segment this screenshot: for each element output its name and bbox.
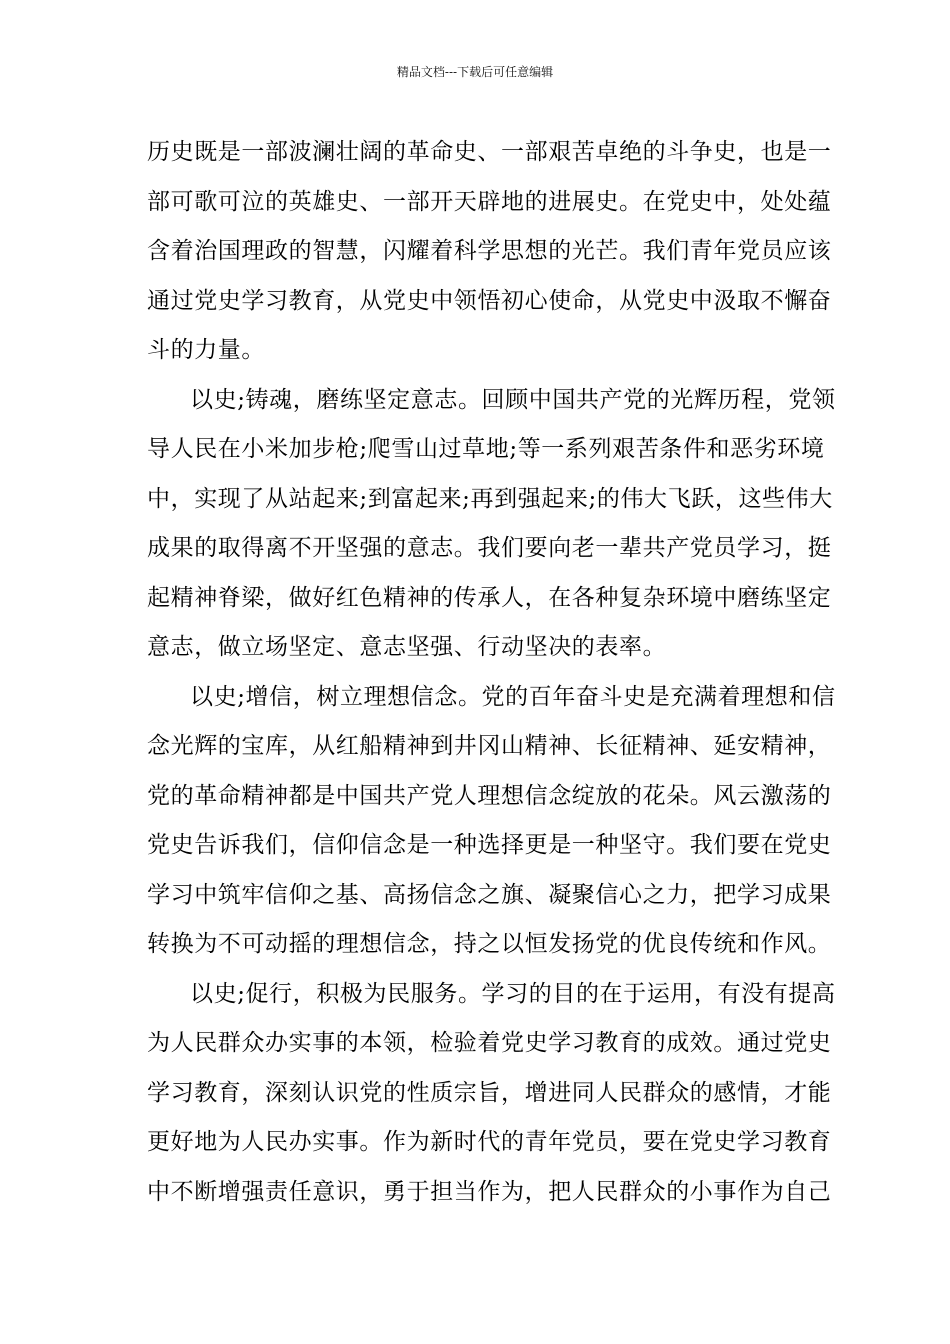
paragraph-start-line: 以史;促行，积极为民服务。学习的目的在于运用，有没有提高: [190, 980, 836, 1007]
text-line: 学习教育，深刻认识党的性质宗旨，增进同人民群众的感情，才能: [147, 1079, 832, 1106]
text-line: 导人民在小米加步枪;爬雪山过草地;等一系列艰苦条件和恶劣环境: [147, 436, 825, 462]
text-line: 斗的力量。: [147, 337, 265, 363]
text-line: 念光辉的宝库，从红船精神到井冈山精神、长征精神、延安精神，: [147, 733, 832, 759]
paragraph-start-line: 以史;铸魂，磨练坚定意志。回顾中国共产党的光辉历程，党领: [190, 386, 836, 413]
text-line: 更好地为人民办实事。作为新时代的青年党员，要在党史学习教育: [147, 1129, 832, 1155]
text-line: 党史告诉我们，信仰信念是一种选择更是一种坚守。我们要在党史: [147, 832, 832, 858]
text-line: 中不断增强责任意识，勇于担当作为，把人民群众的小事作为自己: [147, 1178, 832, 1205]
text-line: 党的革命精神都是中国共产党人理想信念绽放的花朵。风云激荡的: [147, 782, 832, 809]
text-line: 学习中筑牢信仰之基、高扬信念之旗、凝聚信心之力，把学习成果: [147, 881, 832, 908]
page-header: 精品文档---下载后可任意编辑: [396, 65, 554, 79]
text-line: 起精神脊梁，做好红色精神的传承人，在各种复杂环境中磨练坚定: [147, 584, 832, 611]
text-line: 为人民群众办实事的本领，检验着党史学习教育的成效。通过党史: [147, 1030, 832, 1056]
text-line: 意志，做立场坚定、意志坚强、行动坚决的表率。: [147, 634, 667, 660]
body-text: [147, 128, 836, 1217]
text-line: 成果的取得离不开坚强的意志。我们要向老一辈共产党员学习，挺: [147, 535, 832, 561]
text-line: 通过党史学习教育，从党史中领悟初心使命，从党史中汲取不懈奋: [147, 287, 832, 314]
text-line: 中，实现了从站起来;到富起来;再到强起来;的伟大飞跃，这些伟大: [147, 485, 833, 512]
paragraph-start-line: 以史;增信，树立理想信念。党的百年奋斗史是充满着理想和信: [190, 683, 836, 710]
text-line: 历史既是一部波澜壮阔的革命史、一部艰苦卓绝的斗争史，也是一: [147, 139, 832, 165]
text-line: 部可歌可泣的英雄史、一部开天辟地的进展史。在党史中，处处蕴: [147, 188, 832, 215]
text-line: 含着治国理政的智慧，闪耀着科学思想的光芒。我们青年党员应该: [147, 238, 832, 264]
text-line: 转换为不可动摇的理想信念，持之以恒发扬党的优良传统和作风。: [147, 931, 832, 957]
